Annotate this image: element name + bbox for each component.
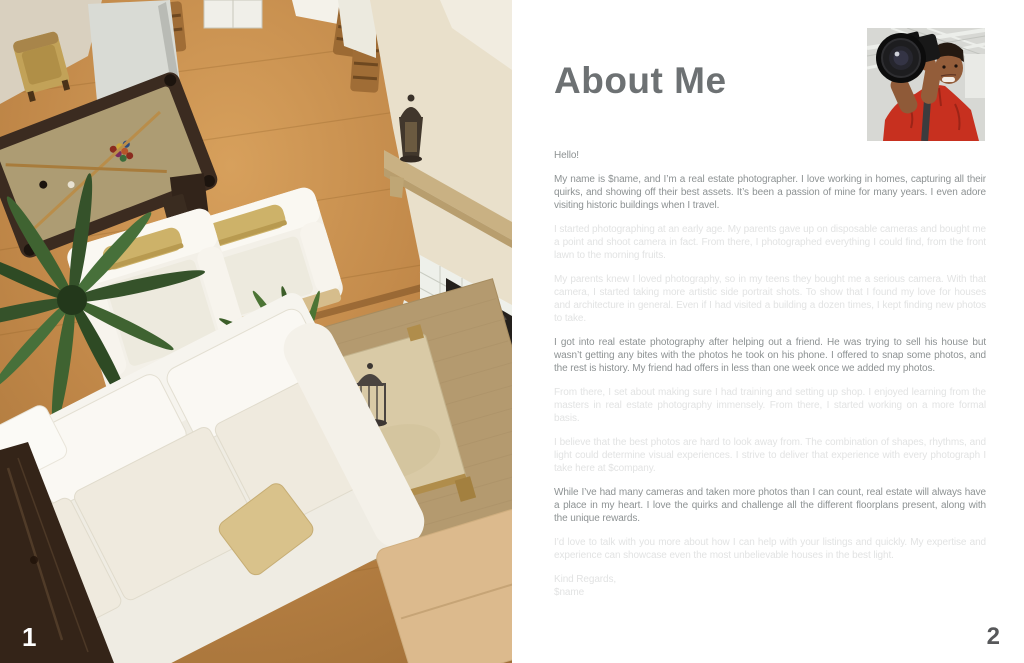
about-paragraph-faded: I started photographing at an early age. My parents gave up on disposable cameras and bought me a point and shoot camera in fact. From there, I photographed everything I could find, from the front lawn to the morning fruits. [554, 224, 986, 261]
about-paragraph-faded: I believe that the best photos are hard to look away from. The combination of shapes, rhythms, and light could determine visual experiences. I strive to deliver that experience with every photograph I take here at $company. [554, 437, 986, 474]
about-paragraph: My name is $name, and I’m a real estate photographer. I love working in homes, capturing all their quirks, and showing off their best assets. It’s been a passion of mine for many years. I even adore visiting historic buildings when I travel. [554, 174, 986, 211]
signoff [554, 573, 986, 599]
photographer-photo [867, 28, 985, 141]
about-body [554, 149, 986, 599]
page-number-right: 2 [986, 623, 1000, 650]
page-title: About Me [554, 60, 727, 101]
photographer-photo-art [867, 28, 985, 141]
about-paragraph: While I’ve had many cameras and taken more photos than I can count, real estate will always have a place in my heart. I love the quirks and challenge all the different floorplans present, along with the unique rewards. [554, 487, 986, 524]
signoff-line2: $name [554, 587, 585, 598]
about-paragraph: Hello! [554, 150, 579, 161]
about-paragraph-faded: From there, I set about making sure I had training and setting up shop. I enjoyed learning from the masters in real estate photography immensely. From there, I started working on a more formal basis. [554, 387, 986, 424]
about-me-page [512, 0, 1024, 663]
about-paragraph-faded: I’d love to talk with you more about how I can help with your listings and quickly. My expertise and experience can showcase even the most unbelievable houses in the best light. [554, 537, 986, 561]
page-number-left: 1 [22, 622, 37, 652]
window [965, 54, 985, 98]
about-paragraph: I got into real estate photography after helping out a friend. He was trying to sell his house but wasn’t getting any bites with the photos he took on his phone. I offered to snap some photos, and the rest is history. My friend had offers in less than one week once we added my photos. [554, 337, 986, 374]
about-paragraph-faded: My parents knew I loved photography, so in my teens they bought me a serious camera. With that camera, I started taking more artistic side portrait shots. To show that I found my love for houses and architecture in general. Even if I had visited a building a dozen times, I kept finding new photos to take. [554, 274, 986, 324]
signoff-line1: Kind Regards, [554, 574, 617, 585]
mantel-corbel [390, 176, 404, 198]
